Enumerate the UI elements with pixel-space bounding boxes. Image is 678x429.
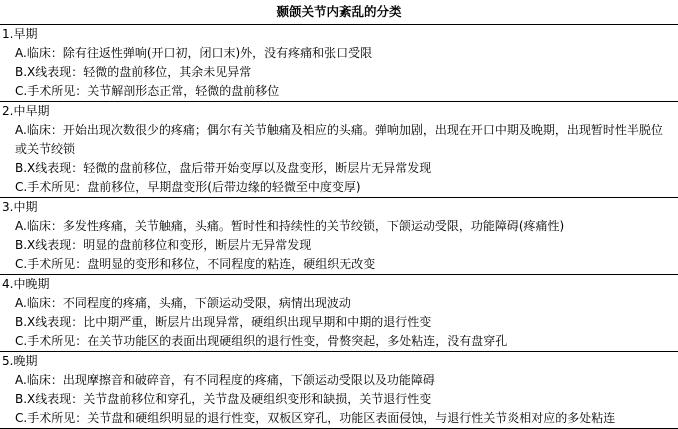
section-heading: 2.中早期 bbox=[0, 101, 678, 121]
table-title: 颞颌关节内紊乱的分类 bbox=[0, 0, 678, 25]
section-late bbox=[0, 351, 678, 429]
surgery-row: C.手术所见：关节解剖形态正常，轻微的盘前移位 bbox=[15, 84, 280, 98]
surgery-row: C.手术所见：关节盘和硬组织明显的退行性变，双板区穿孔，功能区表面侵蚀，与退行性关节炎相对应的多处粘连 bbox=[0, 409, 678, 429]
xray-row: B.X线表现：比中期严重，断层片出现异常，硬组织出现早期和中期的退行性变 bbox=[15, 315, 432, 329]
clinical-text: A.临床：开始出现次数很少的疼痛；偶尔有关节触痛及相应的头痛。弹响加剧，出现在开口中期及晚期，出现暂时性半脱位或关节绞锁 bbox=[15, 123, 663, 156]
section-heading: 4.中晚期 bbox=[0, 274, 678, 294]
section-early bbox=[0, 25, 678, 101]
clinical-row: A.临床：除有往返性弹响(开口初，闭口末)外，没有疼痛和张口受限 bbox=[15, 46, 373, 60]
section-heading: 5.晚期 bbox=[0, 351, 678, 371]
xray-row: B.X线表现：轻微的盘前移位，盘后带开始变厚以及盘变形，断层片无异常发现 bbox=[15, 161, 432, 175]
section-heading: 3.中期 bbox=[0, 197, 678, 217]
section-mid bbox=[0, 197, 678, 274]
surgery-row: C.手术所见：在关节功能区的表面出现硬组织的退行性变，骨赘突起，多处粘连，没有盘穿孔 bbox=[15, 334, 508, 348]
section-heading: 1.早期 bbox=[2, 27, 38, 41]
xray-row: B.X线表现：轻微的盘前移位，其余未见异常 bbox=[15, 65, 252, 79]
surgery-row: C.手术所见：盘明显的变形和移位，不同程度的粘连，硬组织无改变 bbox=[15, 257, 376, 271]
surgery-row: C.手术所见：盘前移位，早期盘变形(后带边缘的轻微至中度变厚) bbox=[15, 180, 361, 194]
xray-row: B.X线表现：明显的盘前移位和变形，断层片无异常发现 bbox=[15, 238, 312, 252]
clinical-row: A.临床：多发性疼痛，关节触痛，头痛。暂时性和持续性的关节绞锁，下颌运动受限，功能障碍(疼痛性) bbox=[15, 219, 565, 233]
section-mid-early bbox=[0, 101, 678, 197]
clinical-row: A.临床：不同程度的疼痛，头痛，下颌运动受限，病情出现波动 bbox=[15, 296, 351, 310]
clinical-row bbox=[0, 121, 678, 159]
section-mid-late bbox=[0, 274, 678, 351]
clinical-row: A.临床：出现摩擦音和破碎音，有不同程度的疼痛，下颌运动受限以及功能障碍 bbox=[15, 373, 435, 387]
xray-row: B.X线表现：关节盘前移位和穿孔，关节盘及硬组织变形和缺损，关节退行性变 bbox=[15, 392, 432, 406]
